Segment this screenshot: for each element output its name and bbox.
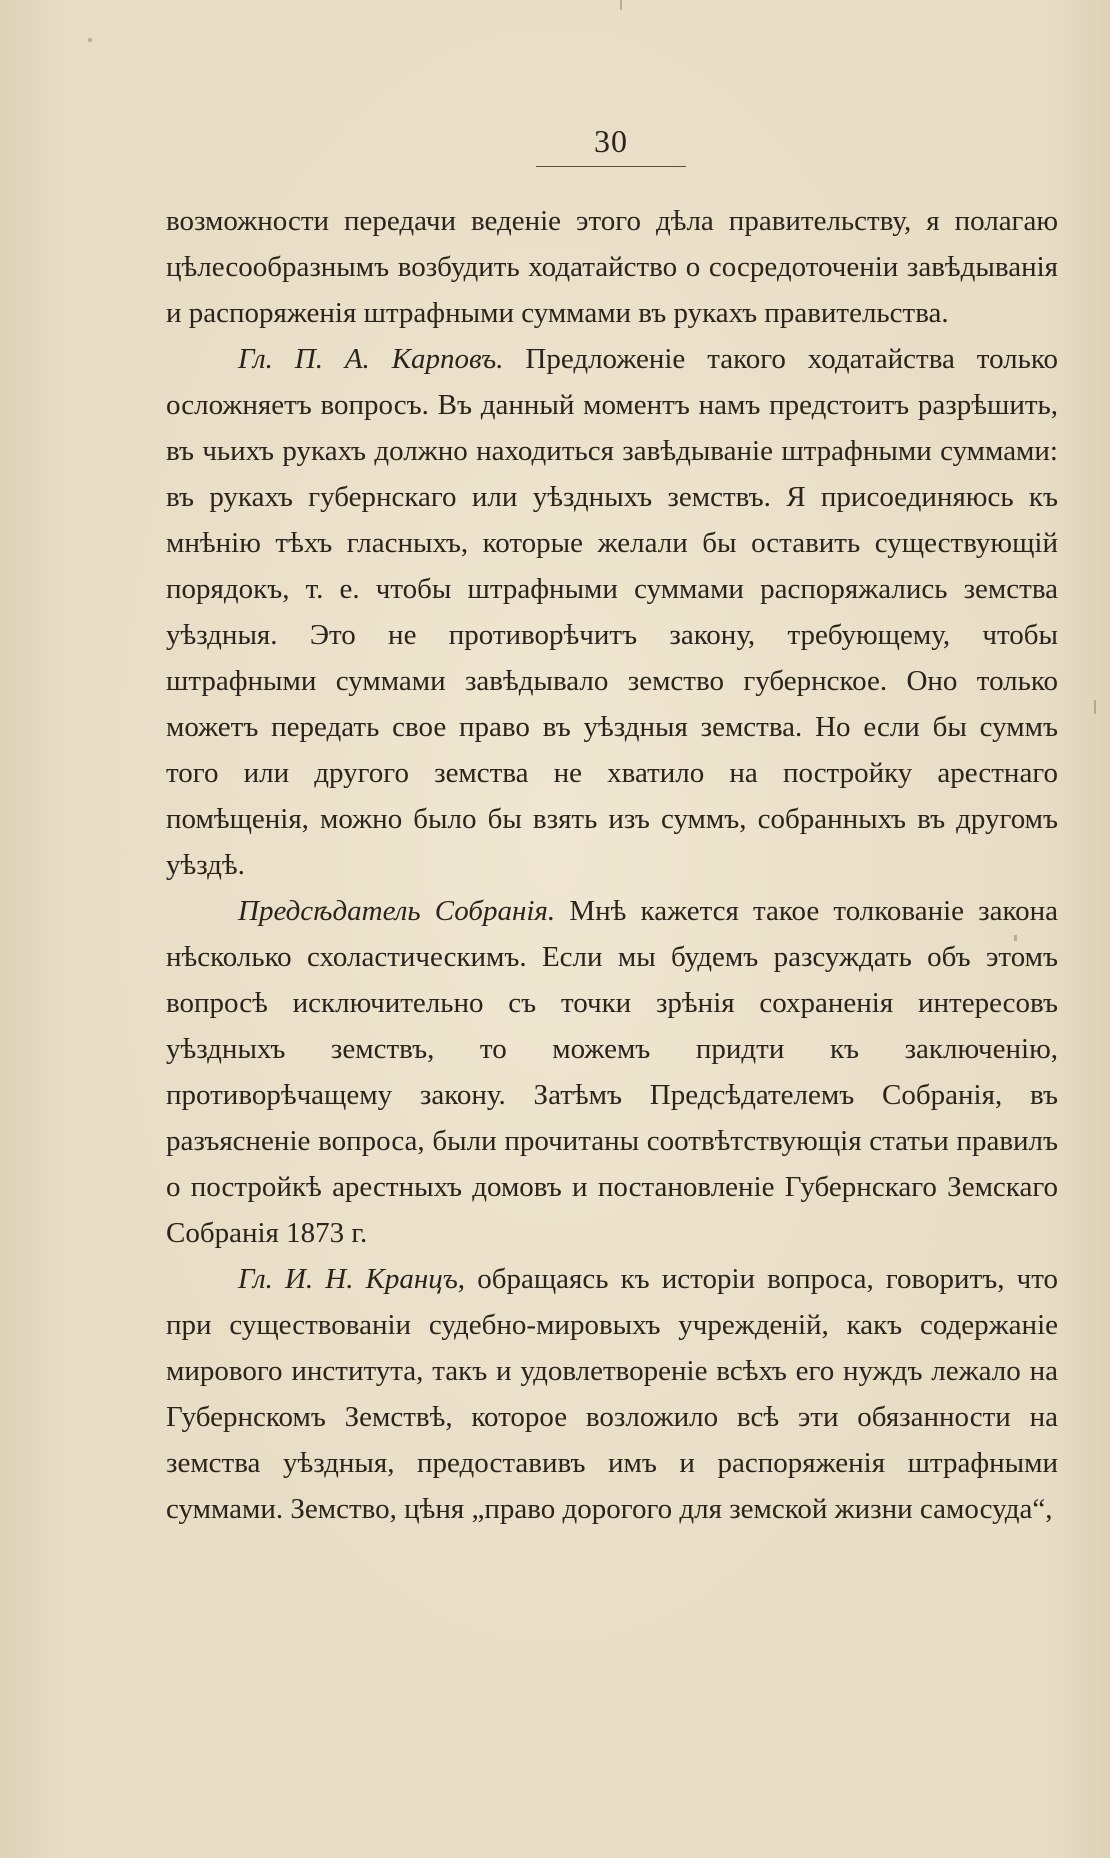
page-header <box>536 118 686 167</box>
scan-speck <box>88 38 92 42</box>
speaker-name: Гл. П. А. Карповъ. <box>238 343 504 375</box>
body-text <box>166 198 1058 1532</box>
page-number: 30 <box>594 123 628 159</box>
paragraph-karpov <box>166 336 1058 888</box>
header-rule <box>536 166 686 167</box>
scan-speck <box>1094 700 1096 714</box>
paragraph-chairman <box>166 888 1058 1256</box>
paragraph-text: Мнѣ кажется такое толкованіе закона нѣсколько схоластическимъ. Если мы будемъ разсуждать объ этомъ вопросѣ исключительно съ точки зрѣнія сохраненія интересовъ уѣздныхъ земствъ, то можемъ придти къ заключенію, противорѣчащему закону. Затѣмъ Предсѣдателемъ Собранія, въ разъясненіе вопроса, были прочитаны соотвѣтствующія статьи правилъ о постройкѣ арестныхъ домовъ и постановленіе Губернскаго Земскаго Собранія 1873 г. <box>166 895 1059 1249</box>
paragraph-text: обращаясь къ исторіи вопроса, говоритъ, что при существованіи судебно-мировыхъ учрежденій, какъ содержаніе мирового института, такъ и удовлетвореніе всѣхъ его нуждъ лежало на Губернскомъ Земствѣ, которое возложило всѣ эти обязанности на земства уѣздныя, предоставивъ имъ и распоряженія штрафными суммами. Земство, цѣня „право дорогого для земской жизни самосуда“, <box>166 1263 1058 1525</box>
paragraph-text: Предложеніе такого ходатайства только осложняетъ вопросъ. Въ данный моментъ намъ предстоитъ разрѣшить, въ чьихъ рукахъ должно находиться завѣдываніе штрафными суммами: въ рукахъ губернскаго или уѣздныхъ земствъ. Я присоединяюсь къ мнѣнію тѣхъ гласныхъ, которые желали бы оставить существующій порядокъ, т. е. чтобы штрафными суммами распоряжались земства уѣздныя. Это не противорѣчитъ закону, требующему, чтобы штрафными суммами завѣдывало земство губернское. Оно только можетъ передать свое право въ уѣздныя земства. Но если бы суммъ того или другого земства не хватило на постройку арестнаго помѣщенія, можно было бы взять изъ суммъ, собранныхъ въ другомъ уѣздѣ. <box>166 343 1058 881</box>
speaker-name: Гл. И. Н. Кранцъ, <box>238 1263 466 1295</box>
paragraph-text: возможности передачи веденіе этого дѣла правительству, я полагаю цѣлесообразнымъ возбудить ходатайство о сосредоточеніи завѣдыванія и распоряженія штрафными суммами въ рукахъ правительства. <box>166 205 1058 329</box>
speaker-name: Предсѣдатель Собранія. <box>238 895 556 927</box>
paragraph-krants <box>166 1256 1058 1532</box>
scan-speck <box>620 0 622 10</box>
paragraph-continuation <box>166 198 1058 336</box>
